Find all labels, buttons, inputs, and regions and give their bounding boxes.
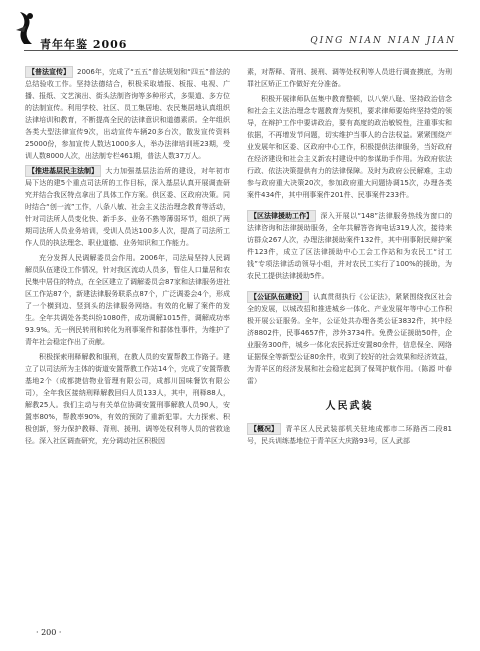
paragraph-text: 2006年，完成了“五五”普法规划和“四五”普法的总结验收工作。坚持法德结合，积极采取墙报、板报、电视、广播、报纸、文艺演出、街头法制咨询等多种形式，多渠道、多方位的法制宣传。利用学校、社区、员工集居地、农民集居地认真组织法律培训和教育，不断提高全民的法律意识和道德素质。全年组织各类大型法律宣传9次，出动宣传车辆20多台次，散发宣传资料25000份，参加宣传人数达1000多人，举办法律培训班23期，受训人数8000人次，出法制专栏461期，普法人数37万人。: [25, 68, 230, 160]
paragraph-text: 积极探索刑释解教和服刑，在教人员的安置帮教工作路子。建立了以司法所为主体的街道安置帮教工作站14个，完成了安置帮教基地2个（成都捷信物业管理有限公司，成都川国味餐饮有限公司），全年我区接纳刑释解教回归人员133人，其中，刑释88人，解教25人。我们主动与有关单位协调安置刑事解教人员90人，安置率80%，帮教率90%，有效的预防了重新犯罪。大力探索、积极创新，努力保护教释、背刑、援刑、调等处权利等人员的营救途径。深入社区调查研究，充分调动社区积极因: [25, 353, 230, 445]
paragraph-text: 深入开展以“148”法律服务热线为窗口的法律咨询和法律援助服务，全年共解答咨询电话319人次，接待来访群众267人次，办理法律援助案件132件，其中刑事附民辩护案件123件，成立了区法律援助中心工会工作站和为农民工“讨工钱”专项法律活动领导小组，并对农民工实行了100%的援助，为农民工提供法律援助5件。: [247, 212, 452, 280]
page-number: · 200 ·: [36, 628, 62, 637]
left-column: [25, 66, 230, 621]
section-tag: 【推进基层民主法制】: [25, 165, 101, 177]
section-paragraph: [25, 165, 230, 249]
paragraph-text: 认真贯彻执行《公证法》，紧紧围绕我区社会全的发展，以城改招和推进城乡一体化、产业发展年等中心工作积极开展公证服务。全年，公证处共办理各类公证3832件，其中经济8802件，民事4657件，涉外3734件。免费公证援助50件，企业服务300件，城乡一体化农民拆迁安置80余件，信息保全、网络证据保全等新型公证80余件，收到了较好的社会效果和经济效益，为青羊区的经济发展和社会稳定起到了保驾护航作用。（陈源 叶春雷）: [247, 293, 452, 385]
body-paragraph: [25, 252, 230, 348]
section-paragraph: [247, 423, 452, 447]
section-paragraph: [247, 291, 452, 387]
paragraph-text: 青羊区人民武装部机关驻地成都市二环路西二段81号，民兵训练基地位于青羊区大庆路93号，区人武部: [247, 425, 452, 445]
body-paragraph: [25, 351, 230, 447]
section-tag: 【公证队伍建设】: [247, 291, 309, 303]
section-heading: 人民武装: [325, 401, 374, 412]
body-paragraph: [247, 66, 452, 90]
section-tag: 【普法宣传】: [25, 66, 73, 78]
yearbook-logo-icon: [14, 10, 38, 46]
section-tag: 【区法律援助工作】: [247, 210, 316, 222]
right-column: [247, 66, 452, 621]
section-paragraph: [247, 210, 452, 282]
yearbook-title: 青年年鉴 2006: [40, 38, 128, 51]
paragraph-text: 大力加强基层法治所的建设，对年初市局下达的建5个重点司法所的工作目标，深入基层认真开展调查研究并结合我区特点拿出了具体工作方案。供区委、区政府决策。同时结合“创一流”工作，八条八敏、社会主义法治理念教育等活动，针对司法所人员变化快、新手多、业务不熟等薄弱环节，组织了两期司法所人员业务培训，受训人员达100多人次，提高了司法所工作人员的执法理念、职业道德、业务知识和工作能力。: [25, 167, 230, 247]
body-paragraph: [247, 93, 452, 201]
yearbook-latin-title: QING NIAN NIAN JIAN: [310, 36, 456, 46]
paragraph-text: 素，对帮释、背刑、援刑、调等处权利等人员进行调查摸底，为刑罪社区矫正工作做好充分准备。: [247, 68, 452, 88]
paragraph-text: 充分发挥人民调解委员会作用。2006年，司法局坚持人民调解员队伍建设工作情况，针对我区流动人员多，暂住人口量居和农民集中居住的特点，在全区建立了调解委员会87家和法律服务进社区工作站87个，新建法律服务联系点87个，广泛调委会4个，形成了一个横到边、竖到头的法律服务网络。有效的化解了案件的发生。全年共调处各类纠纷1080件，成功调解1015件，调解成功率93.9%。无一例民转刑和转化为刑事案件和群体性事件，为维护了青年社会稳定作出了贡献。: [25, 254, 230, 346]
page-header: [0, 0, 480, 60]
section-tag: 【概况】: [247, 423, 281, 435]
section-paragraph: [25, 66, 230, 162]
header-divider: [24, 50, 458, 51]
paragraph-text: 积极开展律师队伍集中教育整顿，以八荣八耻、坚持政治信念和社会主义法治理念专题教育为契机，要求律师要始终坚持党的领导，在辩护工作中要讲政治，要有高度的政治敏锐性，注重事实和依据，不再增发节问题，切实维护当事人的合法权益。紧紧围绕产业发展年和区委、区政府中心工作，积极提供法律服务，当好政府在经济建设和社会主义新农村建设中的参谋助手作用。为政府依法行政、依法决策提供有力的法律保障。及时为政府公民解难，主动参与政府重大决策20次，参加政府重大问题协调15次，办理各类案件434件，其中刑事案件201件、民事案件233件。: [247, 95, 452, 199]
